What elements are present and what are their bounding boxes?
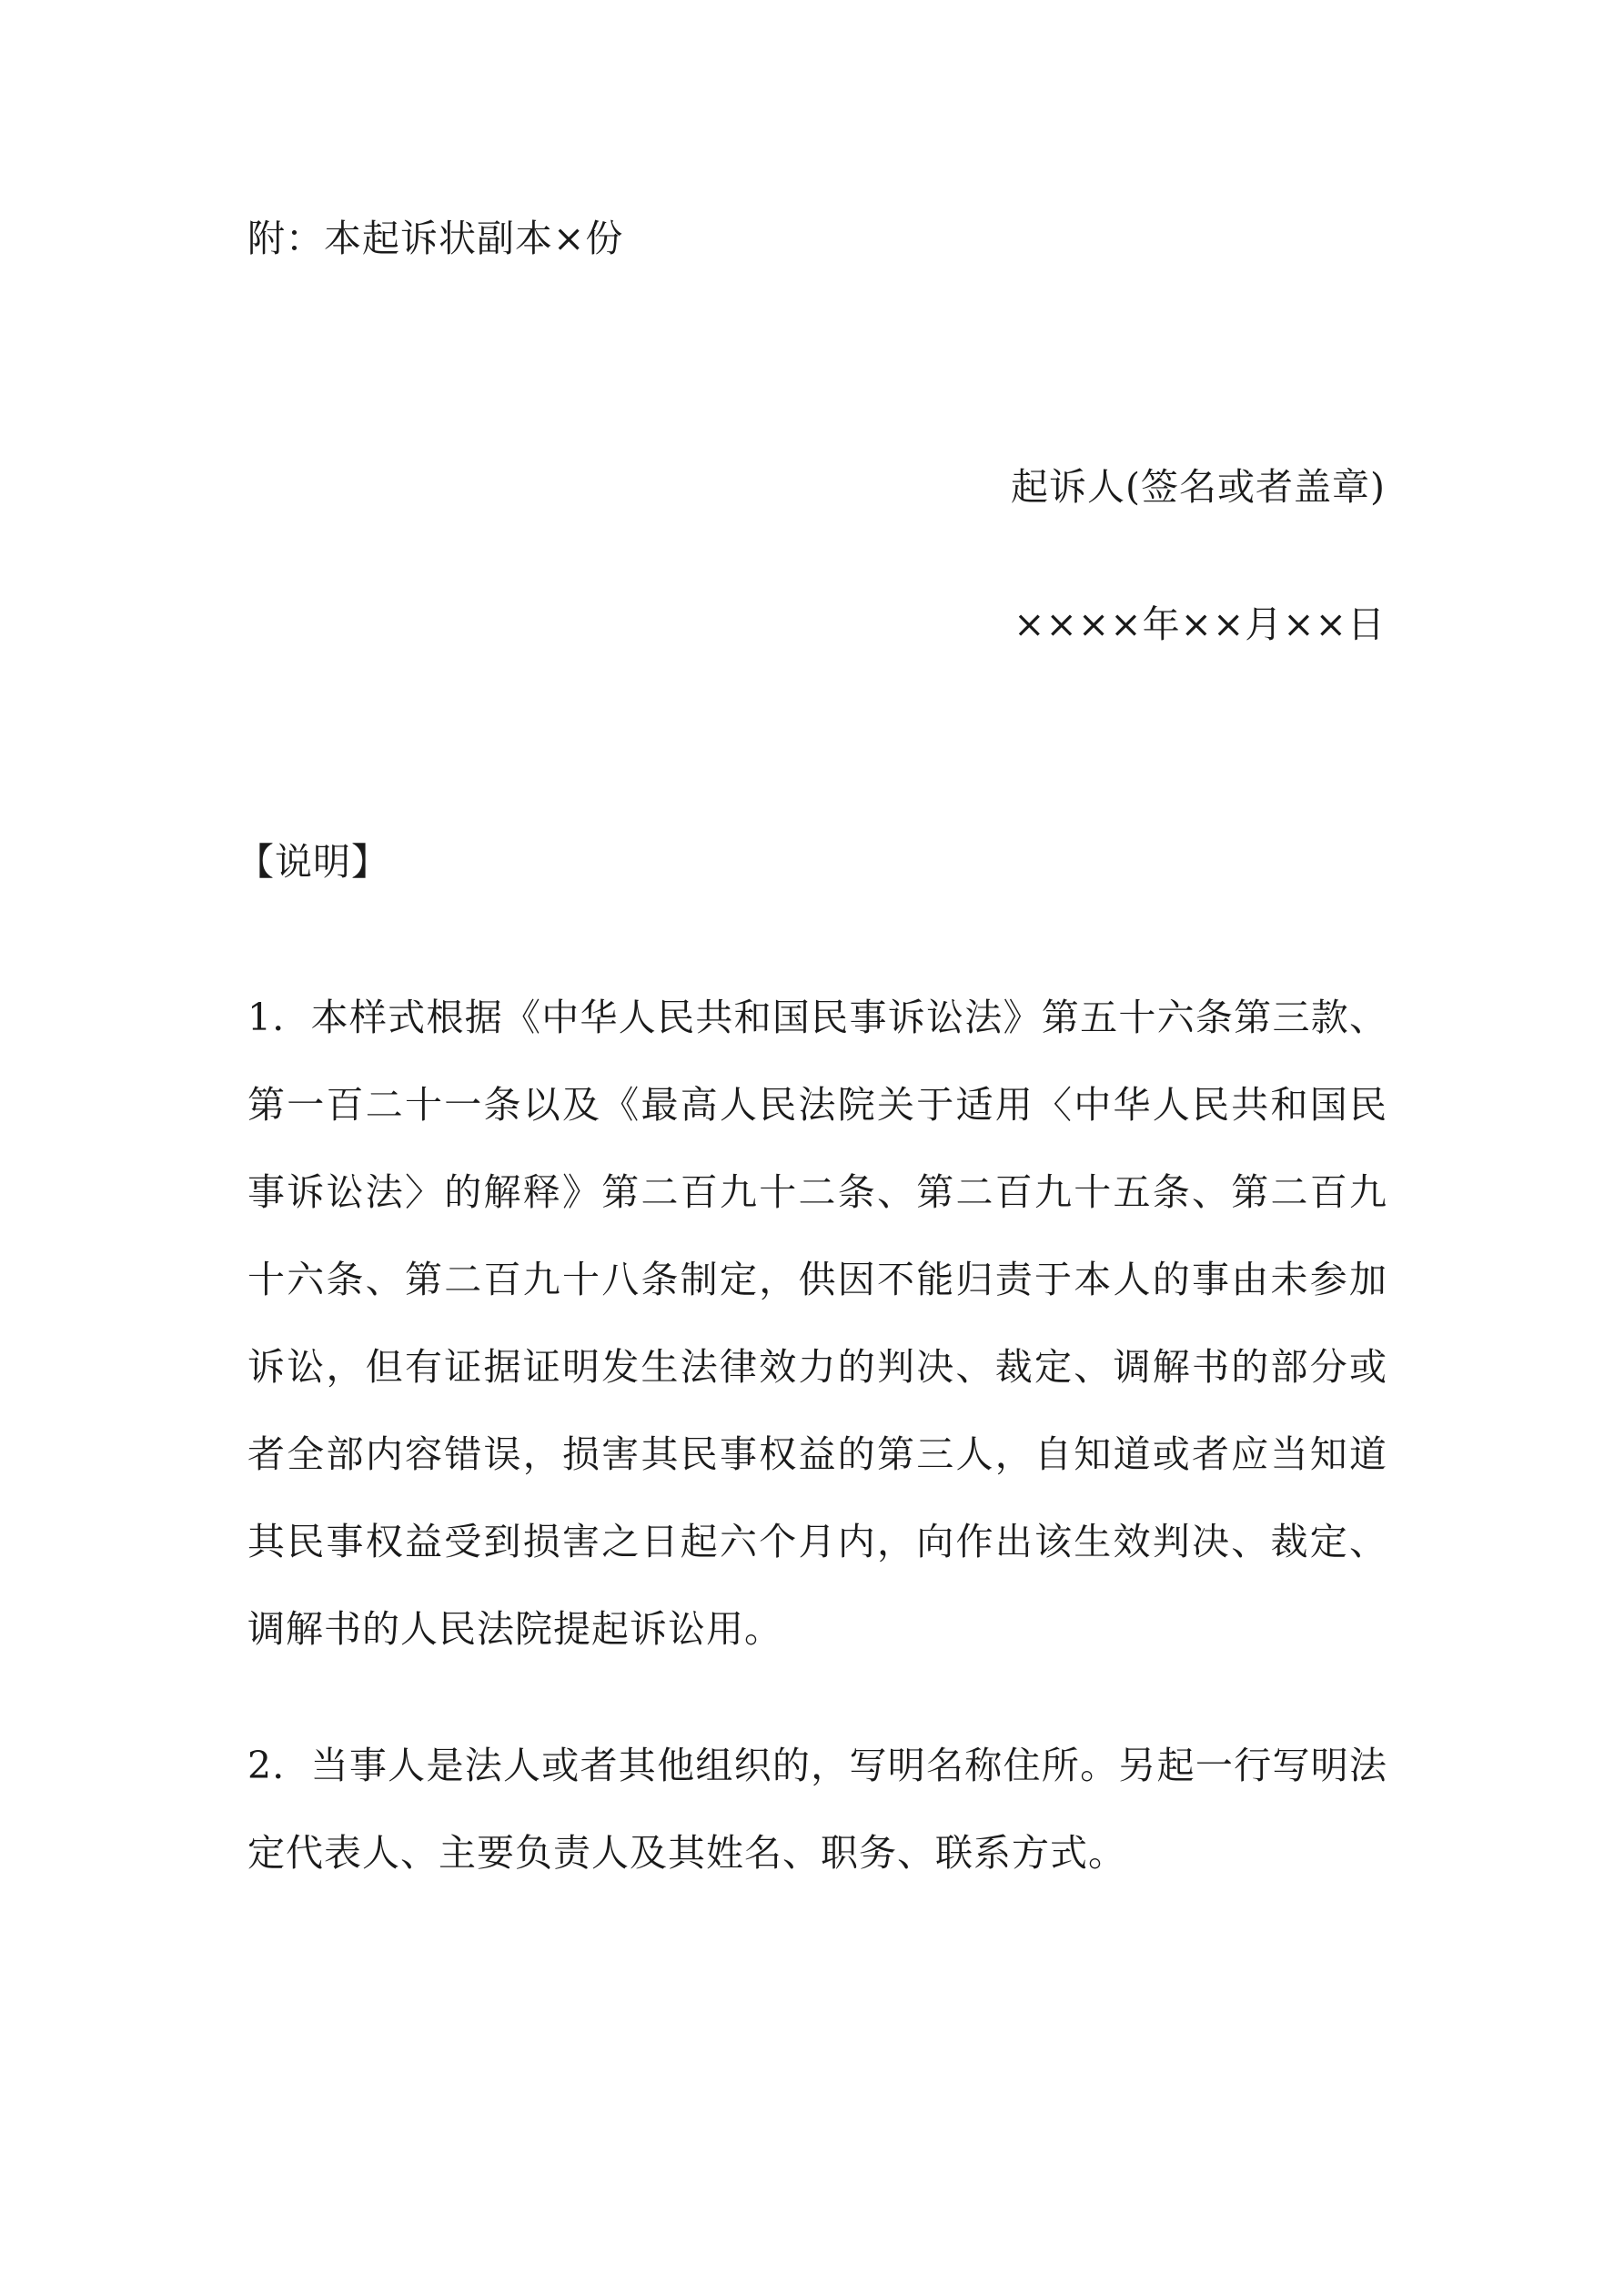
notes-title: 【说明】 bbox=[237, 840, 389, 884]
signer-label: 起诉人(签名或者盖章) bbox=[1011, 465, 1386, 509]
attachment-note: 附：本起诉状副本×份 bbox=[247, 217, 624, 260]
signature-date: ××××年××月××日 bbox=[1014, 602, 1386, 646]
notes-section bbox=[237, 834, 1387, 1896]
note-item-1: 1．本样式根据《中华人民共和国民事诉讼法》第五十六条第三款、第一百二十一条以及《最高人民法院关于适用〈中华人民共和国民事诉讼法〉的解释》第二百九十二条、第二百九十五条、第二百九十六条、第二百九十八条制定，供因不能归责于本人的事由未参加诉讼，但有证据证明发生法律效力的判决、裁定、调解书的部分或者全部内容错误，损害其民事权益的第三人，自知道或者应当知道其民事权益受到损害之日起六个月内，向作出该生效判决、裁定、调解书的人民法院提起诉讼用。 bbox=[247, 996, 1387, 1651]
note-item-2: 2．当事人是法人或者其他组织的，写明名称住所。另起一行写明法定代表人、主要负责人及其姓名、职务、联系方式。 bbox=[247, 1744, 1387, 1875]
signature-block bbox=[1011, 460, 1386, 652]
